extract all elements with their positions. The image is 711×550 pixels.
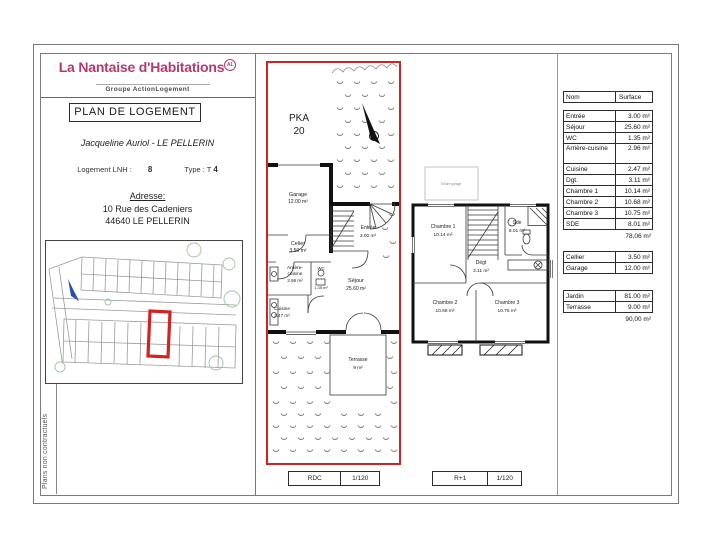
rdc-scale-ratio: 1/120: [340, 471, 380, 486]
row-name: Chambre 1: [563, 185, 616, 197]
col-header-surface: Surface: [615, 91, 653, 103]
row-name: SDE: [563, 218, 616, 230]
row-name: Chambre 3: [563, 207, 616, 219]
room-label: Garage: [288, 192, 308, 198]
room-area: 3.50 m²: [289, 248, 307, 254]
row-value: 2.96 m²: [615, 143, 653, 164]
row-value: 10.75 m²: [615, 207, 653, 219]
room-label: Dégt: [475, 260, 487, 266]
row-name: Cellier: [563, 251, 616, 263]
room-area: 10.68 m²: [435, 309, 455, 314]
side-note: Plans non contractuels: [42, 413, 49, 489]
room-area: 9 m²: [353, 366, 363, 371]
room-area: 1.35 m²: [314, 285, 328, 290]
row-value: 9.00 m²: [615, 301, 653, 313]
room-label: Chambre 2: [432, 300, 458, 306]
room-label: Entrée: [360, 225, 376, 231]
row-value: 1.35 m²: [615, 132, 653, 144]
site-map-drawing: [46, 241, 241, 382]
room-area: 10.75 m²: [497, 309, 517, 314]
row-value: 2.47 m²: [615, 163, 653, 175]
logement-value: 8: [147, 165, 153, 174]
address-line1: 10 Rue des Cadeniers: [102, 204, 193, 214]
site-map-streets: [49, 257, 236, 368]
rdc-plan-drawing: [268, 63, 399, 463]
rdc-scale-box: [288, 471, 380, 486]
room-label: WC: [317, 266, 325, 271]
main-total: 78,06 m²: [625, 233, 651, 240]
col-header-nom: Nom: [563, 91, 616, 103]
r1-scale-level: R+1: [432, 471, 488, 486]
type-value: 4: [213, 165, 218, 174]
program-name: Jacqueline Auriol - LE PELLERIN: [80, 138, 215, 148]
room-area: 2.47 m²: [274, 313, 290, 318]
type-label: Type : T: [184, 165, 212, 174]
address-label: Adresse:: [129, 191, 166, 201]
logement-row: [45, 165, 250, 174]
room-label: Chambre 1: [430, 224, 456, 230]
r1-scale-ratio: 1/120: [487, 471, 522, 486]
room-area: 3.11 m²: [473, 269, 489, 274]
row-value: 3.11 m²: [615, 174, 653, 186]
room-label: Sde: [512, 220, 522, 226]
room-area: 2.96 m²: [287, 278, 303, 283]
room-area: 25.60 m²: [346, 286, 366, 292]
brand-text: La Nantaise d'Habitations: [58, 59, 225, 75]
table-row: [563, 218, 653, 230]
row-value: 81.00 m²: [615, 290, 653, 302]
room-label: Cuisine: [274, 307, 290, 312]
row-value: 8.01 m²: [615, 218, 653, 230]
surface-table: [563, 92, 653, 323]
room-area: 10.14 m²: [433, 233, 453, 238]
rdc-scale-level: RDC: [288, 471, 341, 486]
brand-logo: [45, 59, 250, 75]
table-row: [563, 143, 653, 164]
hedge-line: [332, 64, 397, 73]
row-name: Chambre 2: [563, 196, 616, 208]
row-name: WC: [563, 132, 616, 144]
site-map: [45, 240, 243, 384]
highlighted-lot: [148, 311, 170, 357]
room-label: Celier: [290, 241, 306, 247]
row-name: Dgt.: [563, 174, 616, 186]
r1-labels: [431, 220, 526, 314]
brand-subtitle-rule: [96, 84, 210, 85]
brand-mark-icon: AL: [224, 59, 236, 71]
r1-scale-box: [432, 471, 522, 486]
row-name: Cuisine: [563, 163, 616, 175]
zone-label: PKA: [288, 113, 310, 124]
outdoor-total: 90,00 m²: [625, 316, 651, 323]
row-value: 3.50 m²: [615, 251, 653, 263]
garage-roof-label: Toiture garage: [440, 182, 462, 186]
r1-lower-stubs: [428, 345, 522, 355]
row-name: Arrière-cuisine: [563, 143, 616, 164]
north-arrow-icon: [68, 279, 79, 301]
r1-plan: [410, 160, 555, 392]
room-area: 3.00 m²: [359, 234, 377, 239]
table-column-divider: [557, 53, 558, 495]
r1-plan-drawing: [410, 160, 555, 392]
logement-label: Logement LNH :: [77, 165, 132, 174]
room-area: 8.01 m²: [508, 229, 526, 234]
page-title: PLAN DE LOGEMENT: [69, 103, 201, 122]
row-name: Jardin: [563, 290, 616, 302]
row-value: 10.68 m²: [615, 196, 653, 208]
address-line2: 44640 LE PELLERIN: [105, 216, 190, 226]
table-row: [563, 262, 653, 274]
row-value: 12.00 m²: [615, 262, 653, 274]
side-note-divider: [56, 384, 57, 494]
room-label: Chambre 3: [494, 300, 520, 306]
row-value: 10.14 m²: [615, 185, 653, 197]
brand-subtitle: Groupe ActionLogement: [105, 86, 190, 93]
table-header-row: [563, 91, 653, 103]
room-label: Arrière-: [287, 266, 303, 271]
room-label: cuisine: [287, 272, 303, 277]
row-name: Séjour: [563, 121, 616, 133]
table-row: [563, 301, 653, 313]
left-panel-divider: [255, 53, 256, 495]
logo-divider: [41, 97, 255, 98]
room-label: Terrasse: [348, 357, 368, 363]
room-label: Séjour: [348, 278, 364, 284]
row-value: 25.60 m²: [615, 121, 653, 133]
room-area: 12.00 m²: [288, 199, 308, 205]
zone-label-2: 20: [293, 126, 305, 137]
row-name: Entrée: [563, 110, 616, 122]
row-value: 3.00 m²: [615, 110, 653, 122]
rdc-plan: [266, 61, 401, 465]
row-name: Garage: [563, 262, 616, 274]
compass-needle-icon: [362, 103, 380, 144]
row-name: Terrasse: [563, 301, 616, 313]
